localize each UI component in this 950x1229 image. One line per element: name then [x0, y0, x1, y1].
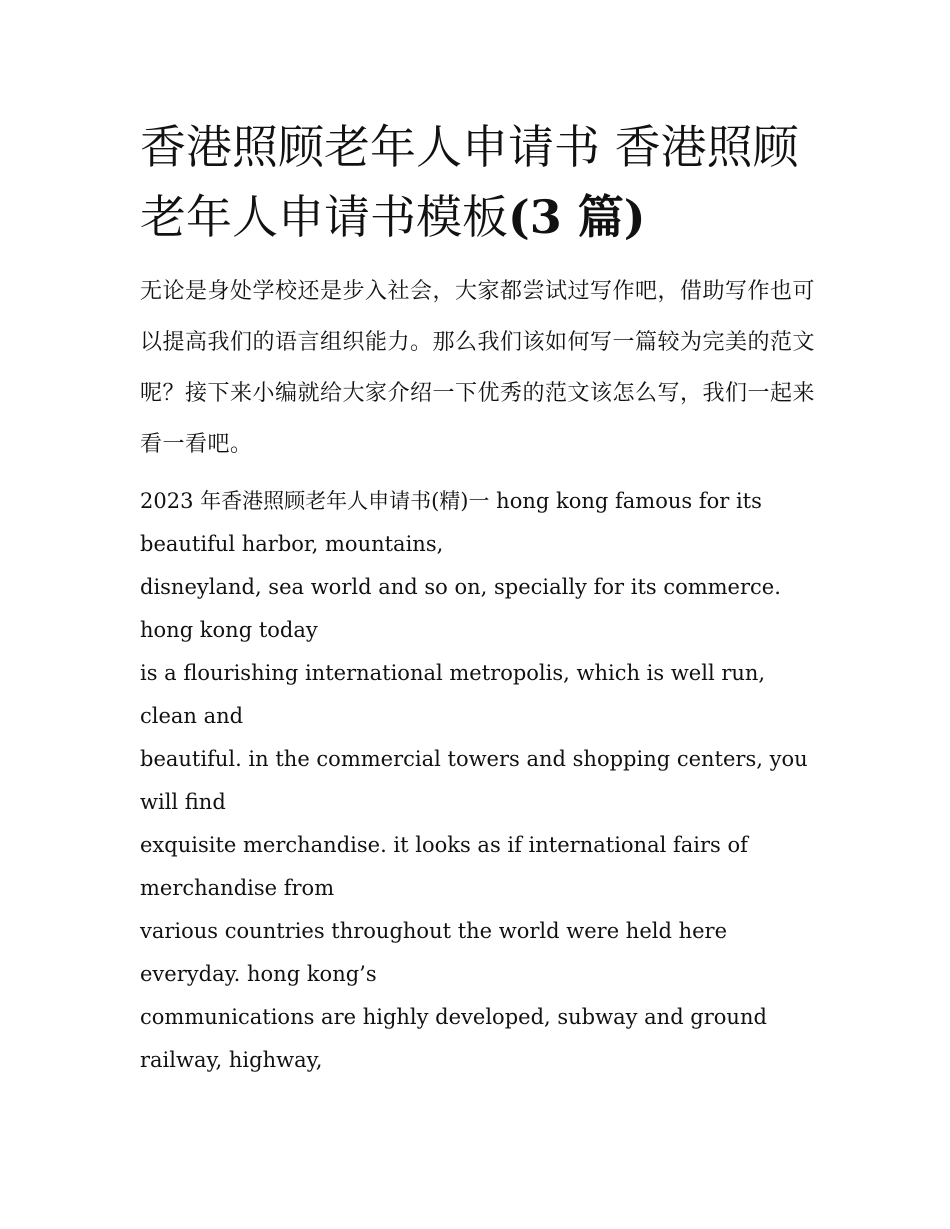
- body-line: communications are highly developed, subway and ground railway, highway,: [140, 1005, 767, 1072]
- title-count: (3 篇): [508, 190, 646, 244]
- body-line: is a flourishing international metropolis, which is well run, clean and: [140, 661, 766, 728]
- title-text: 香港照顾老年人申请书 香港照顾老年人申请书模板: [140, 120, 799, 244]
- body-line: exquisite merchandise. it looks as if international fairs of merchandise from: [140, 833, 748, 900]
- intro-paragraph: 无论是身处学校还是步入社会，大家都尝试过写作吧，借助写作也可以提高我们的语言组织能力。那么我们该如何写一篇较为完美的范文呢？接下来小编就给大家介绍一下优秀的范文该怎么写，我们一起来看一看吧。: [140, 279, 816, 457]
- body-text: [140, 480, 820, 1082]
- body-line: beautiful. in the commercial towers and shopping centers, you will find: [140, 747, 808, 814]
- document-title: [140, 112, 820, 252]
- body-line: various countries throughout the world were held here everyday. hong kong’s: [140, 919, 728, 986]
- body-line: 2023 年香港照顾老年人申请书(精)一 hong kong famous for its beautiful harbor, mountains,: [140, 489, 762, 556]
- body-line: disneyland, sea world and so on, specially for its commerce. hong kong today: [140, 575, 781, 642]
- document-content: [140, 112, 820, 1082]
